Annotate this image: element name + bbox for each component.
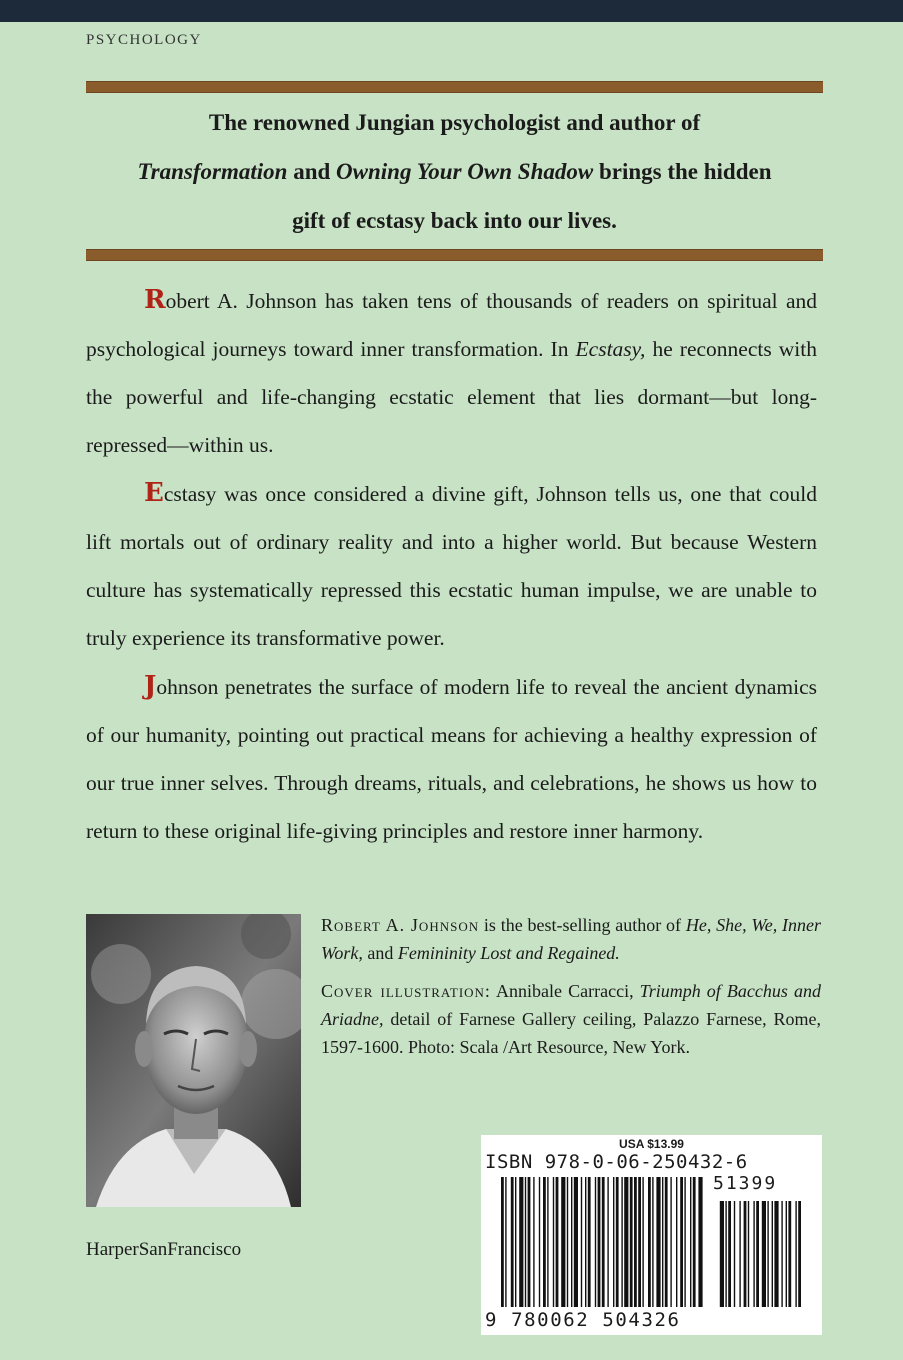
paragraph-3 [86,662,817,855]
dropcap-e: E [144,478,164,508]
barcode-bar [656,1177,660,1307]
barcode-bar [528,1177,531,1307]
bio-paragraph [321,911,821,967]
author-photo-drawing [86,914,301,1207]
barcode-bar [567,1177,568,1307]
supplement-bar [786,1201,787,1307]
barcode-bar [533,1177,534,1307]
credit-italic: Triumph of Bacchus and Ariadne, [321,981,821,1029]
divider-bottom [86,249,823,261]
barcode-bar [638,1177,641,1307]
barcode-bar [519,1177,523,1307]
barcode-bar [505,1177,506,1307]
divider-top [86,81,823,93]
paragraph-1 [86,276,817,469]
supplement-bar [756,1201,759,1307]
tagline-book2: Owning Your Own Shadow [336,159,594,184]
supplement-bar [795,1201,796,1307]
barcode-bar [553,1177,554,1307]
price-label: USA $13.99 [619,1137,684,1151]
paragraph-2 [86,469,817,662]
barcode-bar [607,1177,608,1307]
dropcap-j: J [144,671,157,701]
paragraph-3-text: ohnson penetrates the surface of modern life to reveal the ancient dynamics of our humanity, pointing out practical means for achieving a healthy expression of our true inner selves. Through dreams, rituals, and celebrations, he shows us how to return to these original life-giving principles and restore inner harmony. [86,675,817,843]
barcode-bar [588,1177,591,1307]
paragraph-1-text-b: he reconnects with the powerful and life-changing ecstatic element that lies dormant—but long-repressed—within us. [86,337,818,457]
supplement-bar [788,1201,791,1307]
barcode-bar [630,1177,633,1307]
supplement-bar [798,1201,801,1307]
barcode-bar [598,1177,601,1307]
barcode-bar [690,1177,691,1307]
publisher-name: HarperSanFrancisco [86,1239,242,1260]
supplement-bar [781,1201,782,1307]
barcode-bar [585,1177,586,1307]
barcode-bars [481,1135,822,1335]
supplement-number: 51399 [713,1173,778,1194]
supplement-bar [767,1201,768,1307]
back-cover [0,22,903,1360]
isbn-label: ISBN 978-0-06-250432-6 [485,1151,748,1173]
author-bio [321,911,821,1071]
barcode-bar [670,1177,671,1307]
supplement-bar [762,1201,766,1307]
supplement-bar [720,1201,724,1307]
bio-author: Robert A. Johnson [321,915,480,935]
tagline [86,98,823,245]
barcode-bar [648,1177,651,1307]
barcode-bar [642,1177,643,1307]
description [86,276,817,855]
barcode-bar [621,1177,622,1307]
supplement-bar [753,1201,754,1307]
tagline-line1: The renowned Jungian psychologist and author of [208,110,701,135]
barcode-bar [613,1177,614,1307]
barcode-bar [515,1177,516,1307]
barcode-bar [539,1177,540,1307]
bio-last-work: Femininity Lost and Regained. [397,943,620,963]
credit-text-b: detail of Farnese Gallery ceiling, Palazzo Farnese, Rome, 1597-1600. Photo: Scala /Art Resource, New York. [321,1009,821,1057]
supplement-bar [748,1201,749,1307]
supplement-bar [774,1201,778,1307]
barcode-bar [556,1177,559,1307]
barcode-bar [665,1177,668,1307]
cover-credit [321,977,821,1061]
credit-text-a: Annibale Carracci, [490,981,640,1001]
paragraph-2-text: cstasy was once considered a divine gift, Johnson tells us, one that could lift mortals out of ordinary reality and into a higher world. But because Western culture has systematically repressed this ecstatic human impulse, we are unable to truly experience its transformative power. [86,482,817,650]
barcode-bar [624,1177,628,1307]
barcode-bar [547,1177,548,1307]
barcode-bar [652,1177,653,1307]
barcode-bar [662,1177,663,1307]
barcode-bar [595,1177,596,1307]
supplement-bar [728,1201,731,1307]
bio-works: He, She, We, Inner Work, [321,915,821,963]
ean-digits: 9 780062 504326 [485,1309,681,1331]
paragraph-1-italic: Ecstasy, [575,337,646,361]
supplement-bar [734,1201,735,1307]
barcode-bar [680,1177,683,1307]
author-portrait-icon [86,914,301,1207]
barcode-bar [581,1177,582,1307]
barcode-bar [698,1177,702,1307]
barcode-bar [676,1177,677,1307]
category-label: PSYCHOLOGY [86,32,202,48]
paragraph-1-text-a: obert A. Johnson has taken tens of thousands of readers on spiritual and psychological journeys toward inner transformation. In [86,289,817,361]
barcode-icon [481,1135,822,1335]
barcode-bar [501,1177,504,1307]
tagline-book1: Transformation [137,159,288,184]
bio-text-a: is the best-selling author of [479,915,686,935]
barcode-bar [693,1177,696,1307]
barcode-bar [616,1177,619,1307]
barcode-bar [574,1177,578,1307]
supplement-bar [725,1201,726,1307]
barcode-bar [511,1177,514,1307]
tagline-line2-end: brings the hidden [598,159,772,184]
barcode-bar [561,1177,565,1307]
tagline-line3: gift of ecstasy back into our lives. [292,208,617,233]
dropcap-r: R [144,285,166,315]
supplement-bar [744,1201,747,1307]
barcode-bar [525,1177,526,1307]
barcode-bar [634,1177,637,1307]
tagline-and: and [293,159,331,184]
supplement-bar [739,1201,740,1307]
barcode-bar [684,1177,685,1307]
credit-label: Cover illustration: [321,981,491,1001]
barcode-bar [602,1177,605,1307]
barcode-bar [543,1177,546,1307]
bio-and: and [362,943,398,963]
supplement-bar [772,1201,773,1307]
barcode-bar [571,1177,572,1307]
